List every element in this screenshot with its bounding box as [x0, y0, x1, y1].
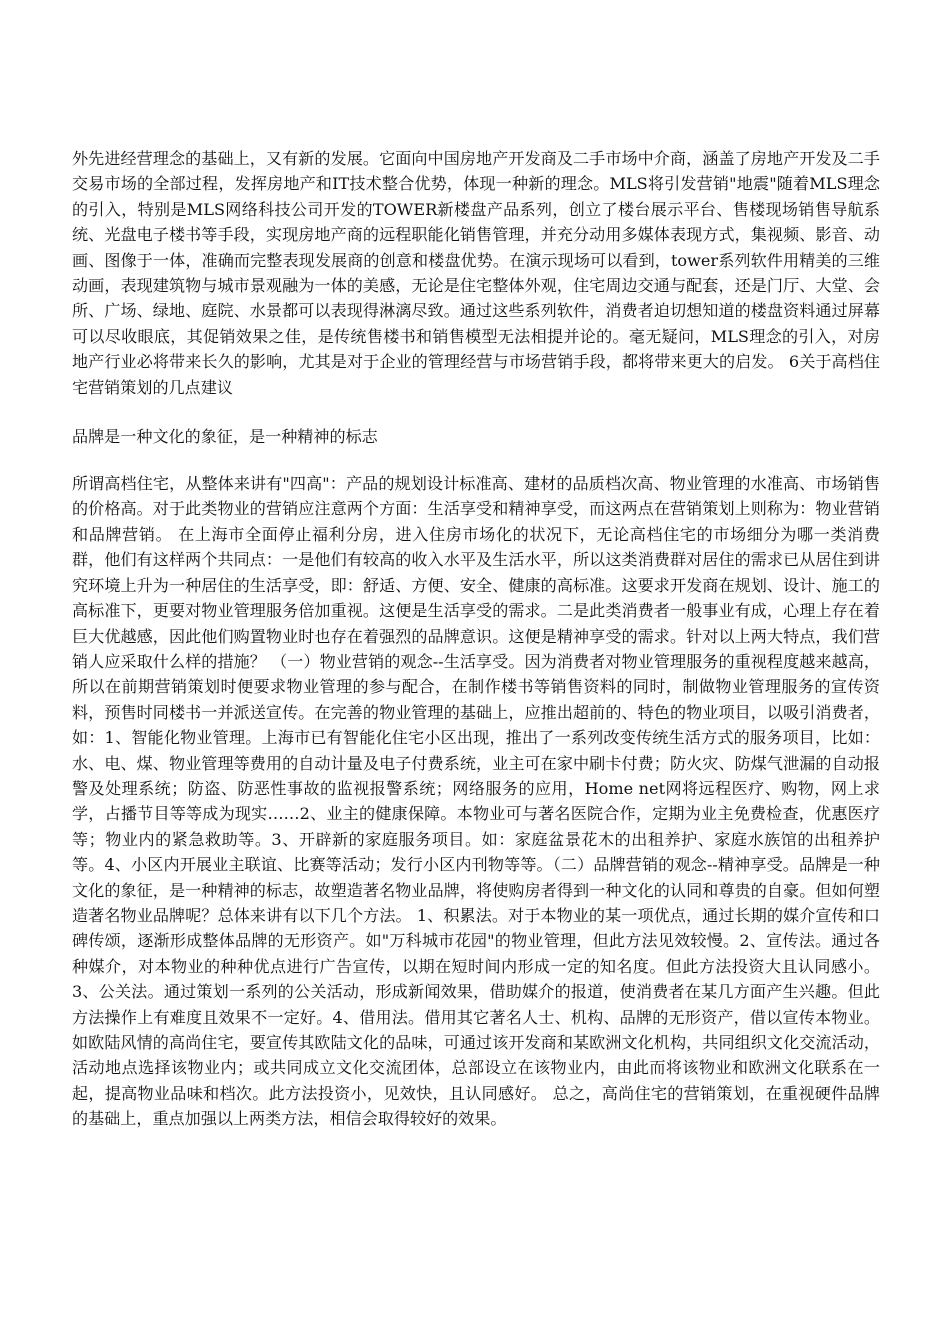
paragraph-luxury-housing-marketing: 所谓高档住宅，从整体来讲有"四高"：产品的规划设计标准高、建材的品质档次高、物业管理的水准高、市场销售的价格高。对于此类物业的营销应注意两个方面：生活享受和精神享受，而这两点在营销策划上则称为：物业营销和品牌营销。 在上海市全面停止福利分房，进入住房市场化的状况下，无论高档住宅的市场细分为哪一类消费群，他们有这样两个共同点：一是他们有较高的收入水平及生活水平，所以这类消费群对居住的需求已从居住到讲究环境上升为一种居住的生活享受，即：舒适、方便、安全、健康的高标准。这要求开发商在规划、设计、施工的高标准下，更要对物业管理服务倍加重视。这便是生活享受的需求。二是此类消费者一般事业有成，心理上存在着巨大优越感，因此他们购置物业时也存在着强烈的品牌意识。这便是精神享受的需求。针对以上两大特点，我们营销人应采取什么样的措施？ （一）物业营销的观念--生活享受。因为消费者对物业管理服务的重视程度越来越高，所以在前期营销策划时便要求物业管理的参与配合，在制作楼书等销售资料的同时，制做物业管理服务的宣传资料，预售时同楼书一并派送宣传。在完善的物业管理的基础上，应推出超前的、特色的物业项目，以吸引消费者，如：1、智能化物业管理。上海市已有智能化住宅小区出现，推出了一系列改变传统生活方式的服务项目，比如：水、电、煤、物业管理等费用的自动计量及电子付费系统，业主可在家中刷卡付费；防火灾、防煤气泄漏的自动报警及处理系统；防盗、防恶性事故的监视报警系统；网络服务的应用，Home net网将远程医疗、购物，网上求学，占播节目等等成为现实……2、业主的健康保障。本物业可与著名医院合作，定期为业主免费检查，优惠医疗等；物业内的紧急救助等。3、开辟新的家庭服务项目。如：家庭盆景花木的出租养护、家庭水族馆的出租养护等。4、小区内开展业主联谊、比赛等活动；发行小区内刊物等等。（二）品牌营销的观念--精神享受。品牌是一种文化的象征，是一种精神的标志，故塑造著名物业品牌，将使购房者得到一种文化的认同和尊贵的自豪。但如何塑造著名物业品牌呢？总体来讲有以下几个方法。 1、积累法。对于本物业的某一项优点，通过长期的媒介宣传和口碑传颂，逐渐形成整体品牌的无形资产。如"万科城市花园"的物业管理，但此方法见效较慢。2、宣传法。通过各种媒介，对本物业的种种优点进行广告宣传，以期在短时间内形成一定的知名度。但此方法投资大且认同感小。3、公关法。通过策划一系列的公关活动，形成新闻效果，借助媒介的报道，使消费者在某几方面产生兴趣。但此方法操作上有难度且效果不一定好。4、借用法。借用其它著名人士、机构、品牌的无形资产，借以宣传本物业。如欧陆风情的高尚住宅，要宣传其欧陆文化的品味，可通过该开发商和某欧洲文化机构，共同组织文化交流活动，活动地点选择该物业内；或共同成立文化交流团体，总部设立在该物业内，由此而将该物业和欧洲文化联系在一起，提高物业品味和档次。此方法投资小，见效快，且认同感好。 总之，高尚住宅的营销策划，在重视硬件品牌的基础上，重点加强以上两类方法，相信会取得较好的效果。	[72, 474, 880, 1129]
paragraph-mls-concept: 外先进经营理念的基础上，又有新的发展。它面向中国房地产开发商及二手市场中介商，涵盖了房地产开发及二手交易市场的全部过程，发挥房地产和IT技术整合优势，体现一种新的理念。MLS将引发营销"地震"随着MLS理念的引入，特别是MLS网络科技公司开发的TOWER新楼盘产品系列，创立了楼台展示平台、售楼现场销售导航系统、光盘电子楼书等手段，实现房地产商的远程职能化销售管理，并充分动用多媒体表现方式，集视频、影音、动画、图像于一体，准确而完整表现发展商的创意和楼盘优势。在演示现场可以看到，tower系列软件用精美的三维动画，表现建筑物与城市景观融为一体的美感，无论是住宅整体外观，住宅周边交通与配套，还是门厅、大堂、会所、广场、绿地、庭院、水景都可以表现得淋漓尽致。通过这些系列软件，消费者迫切想知道的楼盘资料通过屏幕可以尽收眼底，其促销效果之佳，是传统售楼书和销售模型无法相提并论的。毫无疑问，MLS理念的引入，对房地产行业必将带来长久的影响，尤其是对于企业的管理经营与市场营销手段，都将带来更大的启发。 6关于高档住宅营销策划的几点建议	[72, 149, 880, 397]
document-body	[72, 146, 880, 1132]
section-heading: 品牌是一种文化的象征，是一种精神的标志	[72, 427, 378, 447]
